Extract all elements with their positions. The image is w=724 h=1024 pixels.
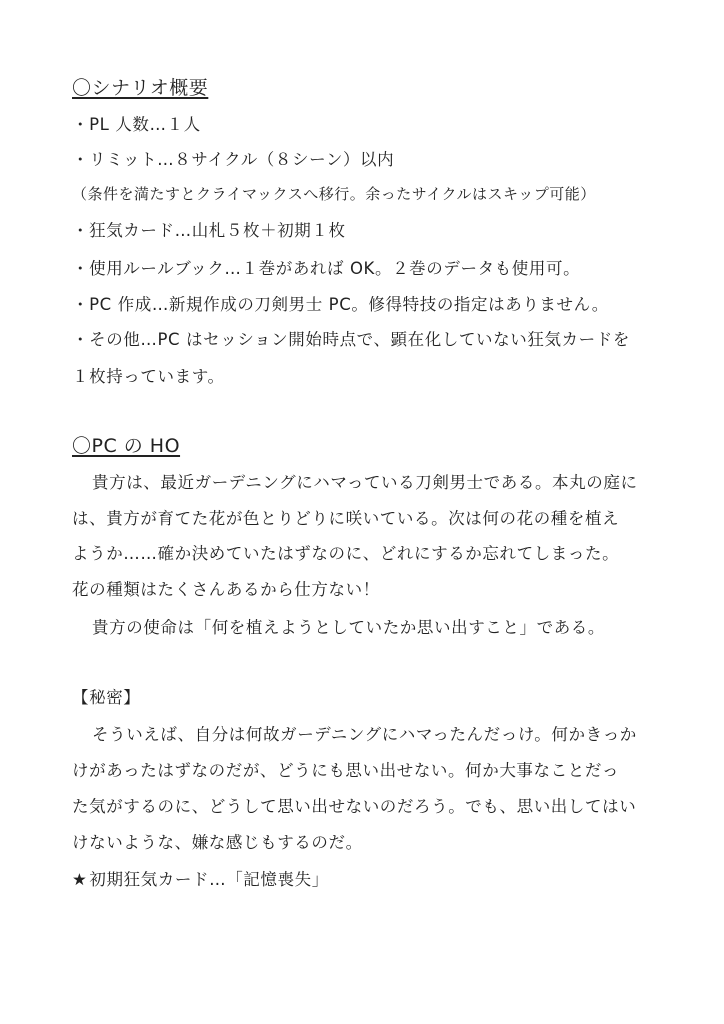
overview-heading: 〇シナリオ概要 <box>72 77 209 99</box>
pc-ho-line-3: ようか……確か決めていたはずなのに、どれにするか忘れてしまった。 <box>72 544 620 563</box>
secret-line-1: そういえば、自分は何故ガーデニングにハマったんだっけ。何かきっか <box>92 725 637 744</box>
pc-ho-line-2: は、貴方が育てた花が色とりどりに咲いている。次は何の花の種を植え <box>72 509 620 528</box>
pc-ho-line-5: 貴方の使命は「何を植えようとしていたか思い出すこと」である。 <box>92 618 605 637</box>
initial-madness-card <box>72 869 329 891</box>
secret-line-2: けがあったはずなのだが、どうにも思い出せない。何か大事なことだっ <box>72 761 620 780</box>
initial-madness-card-text: 初期狂気カード…「記憶喪失」 <box>89 870 329 889</box>
pc-ho-line-4: 花の種類はたくさんあるから仕方ない！ <box>72 580 380 599</box>
overview-item-rulebook: ・使用ルールブック…１巻があれば OK。２巻のデータも使用可。 <box>72 259 581 278</box>
overview-item-pc-creation: ・PC 作成…新規作成の刀剣男士 PC。修得特技の指定はありません。 <box>72 295 609 314</box>
overview-item-limit: ・リミット…８サイクル（８シーン）以内 <box>72 150 395 169</box>
pc-ho-line-1: 貴方は、最近ガーデニングにハマっている刀剣男士である。本丸の庭に <box>92 473 638 492</box>
secret-line-3: た気がするのに、どうして思い出せないのだろう。でも、思い出してはい <box>72 797 637 816</box>
pc-ho-heading: 〇PC の HO <box>72 435 181 457</box>
overview-item-pl-count: ・PL 人数…１人 <box>72 115 201 134</box>
star-icon: ★ <box>72 870 88 889</box>
secret-line-4: けないような、嫌な感じもするのだ。 <box>72 833 363 852</box>
overview-item-other: ・その他…PC はセッション開始時点で、顕在化していない狂気カードを <box>72 330 630 349</box>
overview-item-limit-note: （条件を満たすとクライマックスへ移行。余ったサイクルはスキップ可能） <box>72 185 596 203</box>
overview-item-other-cont: １枚持っています。 <box>72 367 225 386</box>
overview-item-madness-cards: ・狂気カード…山札５枚＋初期１枚 <box>72 221 346 240</box>
secret-heading: 【秘密】 <box>72 688 141 707</box>
